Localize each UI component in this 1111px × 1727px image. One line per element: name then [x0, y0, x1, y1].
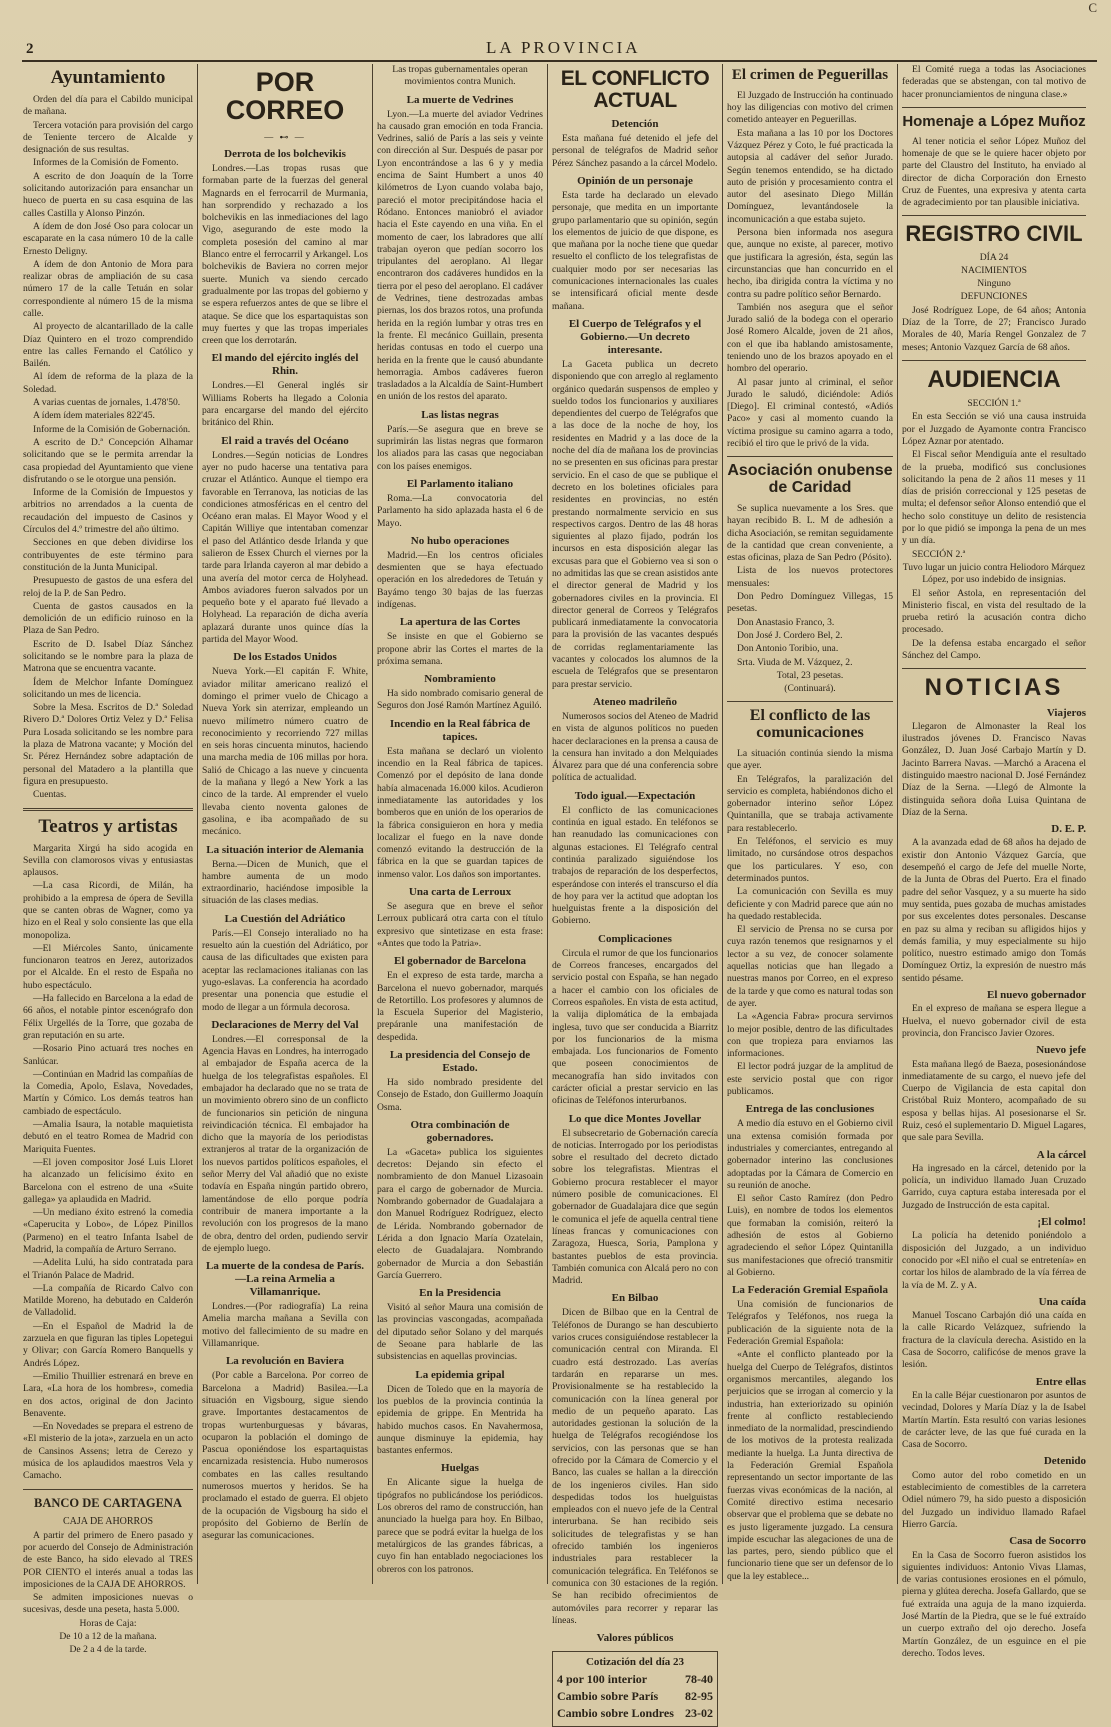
article-text: El conflicto de las comunicaciones continúa en igual estado. En teléfonos se han reanudado las comunicaciones con algunas estaciones. El Telégrafo central continúa paralizado siguiéndose los trabajos de reparación de los desperfectos, esperándose con interés el transcurso el día de hoy para ver la actitud que adoptan los huelguistas frente a la disposición del Gobierno. — [552, 804, 718, 927]
noticia-text: En el expreso de mañana se espera llegue a Huelva, el nuevo gobernador civil de esta provincia, don Francisco Javier Ozores. — [902, 1003, 1086, 1039]
article-text: Se asegura que en breve el señor Lerroux publicará otra carta con el título expresivo que sintetizase en esta frase: «Antes que todo la Patria». — [377, 901, 543, 949]
paragraph: Secciones en que deben dividirse los contribuyentes de este término para constitución de la Junta Municipal. — [23, 537, 193, 573]
column-rule — [722, 64, 723, 1584]
paragraph: Tercera votación para provisión del cargo de Teniente tercero de Alcalde y designación de sus resultas. — [23, 119, 193, 156]
paragraph: La «Agencia Fabra» procura servirnos lo mejor posible, dentro de las dificultades con que tropieza para enviarnos las informaciones. — [727, 1011, 893, 1060]
paragraph: —Un mediano éxito estrenó la comedia «Caperucita y Lobo», de López Pinillos (Parmeno) en el teatro Infanta Isabel de Madrid, la compañía de Arturo Serrano. — [23, 1207, 193, 1255]
paragraph: (Continuará). — [784, 683, 836, 695]
conflicto-body — [727, 748, 893, 1098]
paragraph: Esta mañana a las 10 por los Doctores Vázquez Pérez y Coto, le fué practicada la autopsia al cadáver del señor Jurado. Según tenemos entendido, se ha dictado auto de prisión y procesamiento contra el autor del asesinato Diego Millán Domínguez, levantándosele la incomunicación a que estaba sujeto. — [727, 127, 893, 225]
column-3 — [374, 64, 546, 1584]
article-text: En Alicante sigue la huelga de tipógrafos no publicándose los periódicos. Los obreros del ramo de construcción, han anunciado la huelga para hoy. En Bilbao, parece que se podrá evitar la huelga de los metalúrgicos de las grandes fábricas, a cuyo fin han entablado negociaciones los obreros con los patronos. — [377, 1477, 543, 1575]
article-text: Dicen de Toledo que en la mayoría de los pueblos de la provincia continúa la epidemia de grippe. En Mentrida ha habido muchos casos. En Navahermosa, aunque disminuye la epidemia, hay bastantes enfermos. — [377, 1383, 543, 1457]
noticia-heading: D. E. P. — [1051, 823, 1086, 836]
column-rule — [197, 64, 198, 1584]
paragraph: El servicio de Prensa no se cursa por cuya razón tenemos que resignarnos y el lector a su vez, de conocer solamente aquellas noticias que han llegado a nuestras manos por Correo, en el expreso de la tarde y que como es natural todas son de ayer. — [727, 924, 893, 1009]
article-heading: La muerte de Vedrines — [406, 93, 514, 106]
article-heading: Todo igual.—Expectación — [574, 789, 696, 802]
article-text: Esta mañana fué detenido el jefe del personal de telégrafos de Madrid señor Pérez Sánchez pasando a la cárcel Modelo. — [552, 133, 718, 169]
article-heading: Las listas negras — [421, 408, 499, 421]
paragraph: Cuenta de gastos causados en la demolición de un edificio ruinoso en la Plaza de San Pedro. — [23, 600, 193, 637]
article-text: Numerosos socios del Ateneo de Madrid en vista de algunos políticos no pueden hacer declaraciones en la prensa a causa de la censura han invitado a don Melquiades Álvarez para que dé una conferencia sobre política de actualidad. — [552, 710, 718, 784]
paragraph: SECCIÓN 2.ª — [912, 548, 966, 560]
paper-name: LA PROVINCIA — [485, 38, 641, 57]
noticia-heading: Casa de Socorro — [1009, 1535, 1086, 1548]
article-heading: El gobernador de Barcelona — [394, 955, 526, 968]
noticia-text: En la Casa de Socorro fueron asistidos los siguientes individuos: Antonio Vivas Llamas, de varias contusiones erosiones en el pómulo, pierna y glútea derecha. Josefa Gallardo, que se fué extraída una aguja de la mano izquierda. José Martín de la Piedra, que se le fué extraído un cuerpo extraño del ojo derecho. Josefa Martín González, de un esguince en el pie derecho. Todos leves. — [902, 1549, 1086, 1659]
paragraph: A partir del primero de Enero pasado y por acuerdo del Consejo de Administración de este Banco, ha sido elevado al TRES POR CIENTO el interés anual a todas las imposiciones de la CAJA DE AHORROS. — [23, 1529, 193, 1590]
paragraph: El señor Casto Ramírez (don Pedro Luis), en nombre de todos los elementos que formaban la comisión, reiteró la adhesión de estos al Gobierno agradeciendo el señor López Quintanilla sus manifestaciones que ofreció transmitir al Gobierno. — [727, 1193, 893, 1278]
article-text: Londres.—Las tropas rusas que formaban parte de la fuerzas del general Magnards en el ferrocarril de Murmania, han sorprendido y rechazado a los bolchevikis en las inmediaciones del lago Vigo, asegurando de este modo la completa posesión del camino al mar Blanco entre el ferrocarril y Arkangel. Los bolchevikis de Baviera no corren mejor suerte. Munich va siendo cercado gradualmente por las tropas del gobierno y se espera refuerzos antes de que se libre el ataque. Se dice que los espartaquistas son muy fuertes y que las tropas imperiales creen que los derrotarán. — [202, 162, 368, 347]
article-text: (Por cable a Barcelona. Por correo de Barcelona a Madrid) Basilea.—La situación en Vigsbourg, sigue siendo grave. Importantes destacamentos de tropas wurtenburguesas y bávaras, ocuparon la población el domingo de Pascua oponiéndose los espartaquistas encarnizada resistencia. Hubo numerosos combates en las calles resultando numerosos muertos y heridos. Se ha proclamado el estado de guerra. El objeto de la ocupación de Vigsbourg ha sido el propósito del Gobierno de Berlín de asegurar las comunicaciones. — [202, 1370, 368, 1542]
por-correo-articles — [202, 148, 368, 1543]
paragraph: A medio día estuvo en el Gobierno civil una extensa comisión formada por industriales y comerciantes, entregando al gobernador interino las conclusiones adoptadas por la Cámara de Comercio en su reunión de anoche. — [727, 1118, 893, 1191]
paragraph: El Juzgado de Instrucción ha continuado hoy las diligencias con motivo del crimen cometido anteayer en Peguerillas. — [727, 89, 893, 126]
paragraph: Margarita Xirgú ha sido acogida en Sevilla con clamorosos vivas y entusiastas aplausos. — [23, 842, 193, 879]
noticia-text: Como autor del robo cometido en un establecimiento de comestibles de la carretera Odiel número 79, ha sido puesto a disposición del Juzgado un individuo llamado Rafael Hierro García. — [902, 1469, 1086, 1530]
paragraph: Sobre la Mesa. Escritos de D.ª Soledad Rivero D.ª Dolores Ortiz Velez y D.ª Felisa Pura Losada solicitando se les nombre para la plaza de Matrona vacante; y Moción del Sr. Pérez Hernández sobre adaptación de personal del Matadero a la plantilla que figura en presupuesto. — [23, 702, 193, 787]
quote-row — [557, 1705, 713, 1722]
paragraph: —La casa Ricordi, de Milán, ha prohibido a la empresa de ópera de Sevilla que se canten obras de Wagner, como ya hizo en el Real y solo consiente las que ella monopoliza. — [23, 880, 193, 941]
quotes-title: Cotización del día 23 — [585, 1656, 685, 1669]
paragraph: Al pasar junto al criminal, el señor Jurado le saludó, diciéndole: Adiós [Diego]. El criminal contestó, «Adiós Paco» y casi al momento cuando la víctima prosigue su camino agarra a todo, recibió el tiro que le privó de la vida. — [727, 376, 893, 450]
article-text: La Gaceta publica un decreto disponiendo que con arreglo al reglamento orgánico quedarán suspensos de empleo y sueldo todos los funcionarios y auxiliares dependientes del cuerpo de Telégrafos que a las doce de la noche de hoy, los residentes en Madrid y a las doce de la noche del día de mañana los de provincias no se presenten en sus oficinas para prestar servicio. En el caso de que se publique el decreto en los boletines oficiales para residentes en provincias, no estén prestando normalmente servicio en sus respectivos cargos. Dentro de las 48 horas siguientes al plazo fijado, podrán los incursos en esta disposición alegar las excusas para que el Gobierno vea si son o no admitidas las que se crean asistidos ante el director general de Madrid y los gobernadores civiles en la provincia. El director general de Correos y Telégrafos publicará inmediatamente la convocatoria para la provisión de las vacantes después de corridas reglamentariamente las vacantes y colocados los alumnos de la escuela de Telégrafos que se presentaron para prestar servicio. — [552, 358, 718, 690]
quote-value: 78-40 — [685, 1672, 713, 1687]
article-text: Roma.—La convocatoria del Parlamento ha sido aplazada hasta el 6 de Mayo. — [377, 492, 543, 529]
column-rule — [547, 64, 548, 1584]
federacion-title: La Federación Gremial Española — [732, 1284, 888, 1297]
article-heading: El Parlamento italiano — [406, 477, 514, 490]
por-correo-title: POR CORREO — [225, 67, 345, 126]
ayuntamiento-body — [23, 94, 193, 802]
paragraph: SECCIÓN 1.ª — [967, 398, 1021, 410]
article-text: París.—El Consejo interaliado no ha resuelto aún la cuestión del Adriático, por causa de las dificultades que existen para aceptar las reclamaciones italianas con las yugo-eslavas. La conferencia ha acordado presentar una ponencia que estudie el modo de llegar a un fórmula decorosa. — [202, 927, 368, 1013]
divider — [902, 215, 1086, 216]
article-text: En el expreso de esta tarde, marcha a Barcelona el nuevo gobernador, marqués de Retortillo. Los profesores y alumnos de la Escuela Superior del Magisterio, prepáranle una manifestación de despedida. — [377, 970, 543, 1043]
paragraph: —Emilio Thuillier estrenará en breve en Lara, «La hora de los hombres», comedia en dos actos, original de don Jacinto Benavente. — [23, 1370, 193, 1419]
bank-title: BANCO DE CARTAGENA — [34, 1495, 182, 1510]
article-text: Circula el rumor de que los funcionarios de Correos franceses, encargados del servicio postal con España, se han negado a hacer el cambio con los oficiales de Correos españoles. En vista de esta actitud, la valija diplomática de la embajada inglesa, tuvo que ser conducida a Biarritz por los funcionarios de la misma embajada. Los funcionarios de Fomento que poseen conocimientos de mecanografía han sido invitados con carácter oficial a prestar servicio en las oficinas de Teléfonos interurbanos. — [552, 947, 718, 1107]
bank-body — [23, 1530, 193, 1657]
paragraph: A varias cuentas de jornales, 1.478'50. — [33, 397, 181, 409]
article-text: Lyon.—La muerte del aviador Vedrines ha causado gran emoción en toda Francia. Vedrines, salió de París a las seis y veinte con dirección al Sur. Después de pasar por Lyon encontrándose a las 6 y y media encima de Saint Humbert a unos 40 kilómetros de Lyon cuando volaba bajo, pareció el motor precipitándose hacia el Ródano. Entonces maniobró el aviador hacia el Este cayendo en una viña. En el momento de caer, los labradores que allí trabajan oyeron que pedían socorro los tripulantes del aeroplano. Al llegar encontraron dos cadáveres hundidos en la tierra por el peso del aeroplano. El cadáver de Vedrines, tiene destrozadas ambas piernas, los dos brazos rotos, una profunda herida en la región lumbar y otras tres en la frente. El mecánico Guillain, presenta heridas contusas en todo el cuerpo una herida en la frente que le causó abundante hemorragia. Ambos cadáveres fueron trasladados a la Alcaldía de Saint-Humbert en unión de los restos del aparato. — [377, 108, 543, 403]
column-rule — [897, 64, 898, 1584]
crimen-body — [727, 90, 893, 451]
paragraph: En Teléfonos, el servicio es muy limitado, no cursándose otros despachos que los particulares. Y eso, con determinados puntos. — [727, 836, 893, 884]
article-heading: La apertura de las Cortes — [399, 616, 521, 629]
noticia-heading: El nuevo gobernador — [986, 989, 1086, 1002]
paragraph: Informe de la Comisión de Impuestos y arbitrios no arrendados a la cuenta de recaudación del impuesto de Casinos y Círculos del 4.º trimestre del año último. — [23, 487, 193, 536]
paragraph: Don Pedro Domínguez Villegas, 15 pesetas. — [727, 591, 893, 615]
page-header — [22, 40, 1097, 62]
paragraph: A escrito de don Joaquín de la Torre solicitando autorización para ensanchar un hueco de puerta en su casa esquina de las calles Castilla y Alonso Pinzón. — [23, 170, 193, 219]
paragraph: DEFUNCIONES — [960, 291, 1028, 303]
paragraph: Don Antonio Toribio, una. — [737, 643, 839, 655]
asociacion-body — [727, 503, 893, 695]
article-heading: Una carta de Lerroux — [408, 886, 512, 899]
paragraph: Persona bien informada nos asegura que, aunque no existe, al parecer, motivo que justificara la agresión, ésta, según las circunstancias que han concurrido en el hecho, iba dirigida contra la víctima y no contra su padre político señor Bernardo. — [727, 227, 893, 300]
quote-value: 82-95 — [685, 1689, 713, 1704]
divider — [902, 107, 1086, 108]
article-text: Londres.—El corresponsal de la Agencia Havas en Londres, ha interrogado al embajador de España acerca de la huelga de los telegrafistas españoles. El embajador ha declarado que no se trata de un movimiento obrero sino de un conflicto de funcionarios sin petición de ninguna reivindicación técnica. El embajador ha dicho que la mayoría de los periodistas extranjeros al tratar de la organización de los nuevos partidos políticos españoles, el señor Merry del Val añadió que no existe todavía en España ningún partido obrero, lamentándose de ello porque podría contribuir de manera importante a la revolución con los progresos de la mano de obra, dentro del orden, pudiendo servir de ejemplo luego. — [202, 1033, 368, 1254]
paragraph: El lector podrá juzgar de la amplitud de este servicio postal que con rigor publicamos. — [727, 1061, 893, 1098]
paragraph: José Rodríguez Lope, de 64 años; Antonia Díaz de la Torre, de 27; Francisco Jurado Morales de 40, María Rengel Gonzalez de 7 meses; Antonio Vazquez García de 68 años. — [902, 304, 1086, 353]
paragraph: Informe de la Comisión de Gobernación. — [33, 423, 191, 435]
article-heading: No hubo operaciones — [410, 534, 510, 547]
divider — [23, 808, 193, 811]
paragraph: Ninguno — [977, 278, 1011, 290]
paragraph: DÍA 24 — [979, 251, 1009, 263]
homenaje-title: Homenaje a López Muñoz — [902, 112, 1086, 130]
divider — [23, 1489, 193, 1490]
article-text: París.—Se asegura que en breve se suprimirán las listas negras que formaron los aliados para las casas que negociaban con los países enemigos. — [377, 423, 543, 472]
noticia-heading: Viajeros — [1046, 706, 1086, 719]
column-4 — [549, 64, 721, 1721]
article-heading: La Cuestión del Adriático — [224, 912, 346, 925]
paragraph: —La compañía de Ricardo Calvo con Matilde Moreno, ha debutado en Calderón de Valladolid. — [23, 1282, 193, 1319]
article-text: Nueva York.—El capitán F. White, aviador militar americano realizó el domingo el primer vuelo de Chicago a Nueva York sin aterrizar, empleando un nuevo milímetro número cuatro de reconocimiento y recorriendo 727 millas en seis horas cincuenta minutos, haciendo una marcha media de 106 millas por hora. Salió de Chicago a las nueve y cincuenta de la mañana y llegó a New York a las cinco de la tarde. Al emprender el vuelo llevaba ciento noventa galones de gasolina, e iba acompañado de su mecánico. — [202, 666, 368, 838]
paragraph: Don Anastasio Franco, 3. — [737, 616, 835, 628]
divider — [902, 668, 1086, 669]
paragraph: El Fiscal señor Mendiguía ante el resultado de la prueba, modificó sus conclusiones solicitando la pena de 2 años 11 meses y 11 días de prisión correccional y 125 pesetas de multa; el defensor señor Alonso entendió que el hecho solo constituye un delito de resistencia por lo que pidió se imponga la pena de un mes y un día. — [902, 449, 1086, 547]
column-6 — [899, 64, 1089, 1659]
article-text: Dicen de Bilbao que en la Central de Teléfonos de Durango se han descubierto varios cruces consiguiéndose restablecer la comunicación central con Miranda. El cuadro está destrozado. Las averías tardarán en repararse un mes. Provisionalmente se ha restablecido la comunicación con la línea general por medio de un pequeño aparato. Las autoridades gestionan la solución de la huelga de Telégrafos recogiéndose los servicios, con las personas que se han ofrecido por la Cámara de Comercio y el Banco, las cuales se hallan a la dirección de los ingenieros civiles. Han sido despedidas todos los huelguistas empleados con el nuevo jefe de la Central interurbana. Se han recibido seis solicitudes de telegrafistas y se han ofrecido también los ingenieros industriales para restablecer la comunicación telegráfica. En Teléfonos se comunica con 30 estaciones de la región. Se han recibido ofrecimientos de automóviles para recorrer y reparar las líneas. — [552, 1307, 718, 1626]
column-3-articles — [377, 94, 543, 1576]
conflicto-comunicaciones-title: El conflicto de las comunicaciones — [749, 707, 871, 742]
divider — [727, 456, 893, 457]
article-text: Ha sido nombrado comisario general de Seguros don José Ramón Martínez Aguiló. — [377, 688, 543, 712]
article-heading: La revolución en Baviera — [225, 1355, 345, 1368]
entrega-title: Entrega de las conclusiones — [745, 1103, 875, 1116]
article-heading: Huelgas — [441, 1462, 479, 1475]
paragraph: Don José J. Cordero Bel, 2. — [737, 629, 843, 641]
article-text: Visitó al señor Maura una comisión de las provincias vascongadas, acompañada del diputado señor Solano y del marqués de Seoane para hablarle de las subsistencias en aquellas provincias. — [377, 1302, 543, 1363]
article-text: La «Gaceta» publica los siguientes decretos: Dejando sin efecto el nombramiento de don Manuel Lizasoain para el cargo de gobernador de Murcia. Nombrando gobernador de Guadalajara a don Manuel Rodríguez Rodríguez, electo de Lérida. Nombrando gobernador de Lérida a don Ignacio María Ozatelain, electo de Guadalajara. Nombrando gobernador de Murcia a don Sebastián García Guerrero. — [377, 1146, 543, 1281]
paragraph: —El joven compositor José Luis Lloret ha alcanzado un felicísimo éxito en Barcelona con el estreno de una «Suite gallega» ya aplaudida en Madrid. — [23, 1156, 193, 1205]
ayuntamiento-title: Ayuntamiento — [50, 67, 166, 88]
paragraph: Una comisión de funcionarios de Telégrafos y Teléfonos, nos ruega la publicación de la siguiente nota de la Federación Gremial Española: — [727, 1299, 893, 1348]
noticia-text: La policía ha detenido poniéndolo a disposición del Juzgado, a un individuo conocido por «El niño el cual se entretenía» en cortar los hilos de alambrado de la vía férrea de la vía de M. Z. y A. — [902, 1230, 1086, 1291]
ornament: — ⊷ — — [264, 131, 306, 142]
noticias-title: NOTICIAS — [924, 674, 1064, 702]
homenaje-body — [902, 136, 1086, 210]
page-number: 2 — [26, 41, 34, 57]
paragraph: A ídem de don José Oso para colocar un escaparate en la casa número 10 de la calle Ernesto Deligny. — [23, 220, 193, 257]
article-text: Londres.—El General inglés sir Williams Roberts ha llegado a Colonia para encargarse del mando del ejército británico del Rhin. — [202, 380, 368, 429]
article-text: Londres.—(Por radiografía) La reina Amelia marcha mañana a Sevilla con motivo del fallecimiento de su madre en Villamanrique. — [202, 1301, 368, 1350]
article-heading: En Bilbao — [611, 1292, 659, 1305]
paragraph: Tuvo lugar un juicio contra Heliodoro Márquez López, por uso indebido de insignias. — [902, 561, 1086, 586]
noticia-heading: ¡El colmo! — [1037, 1216, 1086, 1229]
article-text: Esta tarde ha declarado un elevado personaje, que medita en un importante grupo parlamentario que su opinión, según los elementos de juicio de que dispone, es que mañana por la noche tiene que quedar resuelto el conflicto de los telegrafistas de cualquier modo por ser necesarias las comunicaciones internacionales las cuales se intensificará oficial mente desde mañana. — [552, 189, 718, 312]
column-5 — [724, 64, 896, 1584]
asociacion-title: Asociación onubense de Caridad — [727, 462, 893, 497]
paragraph: De 2 a 4 de la tarde. — [69, 1644, 147, 1656]
noticia-heading: Detenido — [1043, 1455, 1086, 1468]
paragraph: —Ha fallecido en Barcelona a la edad de 66 años, el notable pintor escenógrafo don Félix Urgellés de la Torre, que gozaba de gran reputación en su arte. — [23, 993, 193, 1041]
paragraph: «Ante el conflicto planteado por la huelga del Cuerpo de Telégrafos, distintos organismos mercantiles, alegando los perjuicios que se irrogan al comercio y la industria, han exteriorizado su opinión frente al conflicto restableciendo inmediato de la normalidad, prescindiendo de los motivos de la protesta realizada mediante la huelga. La Junta directiva de la Federación Gremial Española representando un sector importante de las fuerzas vivas económicas de la nación, al Comité directivo estima necesario observar que el problema que se debate no es justo ligeramente juzgado. La censura impide escuchar las alegaciones de una de las partes, pero, siendo público que el funcionario tiene que ser un defensor de lo que la ley establece... — [727, 1349, 893, 1582]
article-heading: Lo que dice Montes Jovellar — [568, 1112, 702, 1125]
paragraph: Al tener noticia el señor López Muñoz del homenaje de que se le quiere hacer objeto por parte del Claustro del Instituto, ha enviado al director de dicha Corporación don Ernesto Cruz de Fuentes, una expresiva y atenta carta de agradecimiento por tan plausible iniciativa. — [902, 135, 1086, 209]
paragraph: Cuentas. — [33, 789, 67, 801]
noticia-heading: Una caída — [1038, 1295, 1086, 1308]
article-heading: El raid a través del Océano — [221, 434, 349, 447]
article-heading: El Cuerpo de Telégrafos y el Gobierno.—Un decreto interesante. — [568, 317, 702, 356]
article-heading: La muerte de la condesa de París.—La reina Armelia a Villamanrique. — [206, 1260, 364, 1299]
paragraph: Se admiten imposiciones nuevas o sucesivas, desde una peseta, hasta 5.000. — [23, 1592, 193, 1616]
paragraph: El señor Astola, en representación del Ministerio fiscal, en vista del resultado de la prueba retiró la acusación contra dicho procesado. — [902, 587, 1086, 636]
article-heading: Otra combinación de gobernadores. — [410, 1118, 510, 1144]
teatros-title: Teatros y artistas — [38, 815, 178, 837]
paragraph: Presupuesto de gastos de una esfera del reloj de la P. de San Pedro. — [23, 575, 193, 599]
paragraph: Se suplica nuevamente a los Sres. que hayan recibido B. L. M de adhesión a dicha Asociación, se remitan seguidamente de la cantidad que crean conveniente, a estas oficinas, plaza de San Pedro (Pósito). — [727, 502, 893, 564]
article-text: Se insiste en que el Gobierno se propone abrir las Cortes el martes de la próxima semana. — [377, 631, 543, 667]
paragraph: A ídem ídem materiales 822'45. — [33, 410, 155, 422]
paragraph: —Adelita Lulú, ha sido contratada para el Trianón Palace de Madrid. — [23, 1257, 193, 1281]
article-heading: Complicaciones — [598, 932, 672, 945]
column-1 — [20, 64, 196, 1656]
quote-row — [557, 1688, 713, 1705]
noticia-text: Llegaron de Almonaster la Real los ilustrados jóvenes D. Francisco Navas González, D. Juan José Carbajo Martín y D. Jacinto Barrera Navas. —Marchó a Aracena el distinguido maestro nacional D. José Fernández Díaz de la Serna. —Llegó de Almonte la distinguida señora doña Luisa Quintana de Díaz de la Serna. — [902, 720, 1086, 818]
article-heading: Incendio en la Real fábrica de tapices. — [389, 717, 531, 743]
quotes-box — [552, 1651, 718, 1727]
article-heading: Detención — [611, 118, 659, 131]
paragraph: También nos asegura que el señor Jurado salió de la bodega con el operario José Romero Alcalde, joven de 21 años, con el que iba hablando amistosamente, teniendo uno de los brazos apoyado en el hombro del operario. — [727, 301, 893, 375]
lead-text: Las tropas gubernamentales operan movimientos contra Munich. — [392, 64, 528, 88]
paragraph: —En Novedades se prepara el estreno de «El misterio de la jota», zarzuela en un acto de Cansinos Assens; letra de Cerezo y música de los aplaudidos maestros Vela y Camacho. — [23, 1421, 193, 1482]
paragraph: Srta. Viuda de M. Vázquez, 2. — [737, 656, 853, 668]
paragraph: —Rosario Pino actuará tres noches en Sanlúcar. — [23, 1043, 193, 1067]
article-heading: La situación interior de Alemania — [206, 843, 364, 856]
article-text: Londres.—Según noticias de Londres ayer no pudo hacerse una tentativa para cruzar el Atlántico. Aunque el tiempo era favorable en Terranova, las noticias de las condiciones atmosféricas en el centro del Océano eran malas. El Mayor Wood y el Capitán Williye que intentaban comenzar el paso del Atlántico desde Irlanda y que salieron de Essex Church el viernes por la tarde para Irlanda cayeron al mar debido a una avería del motor cerca de Holyhead. Ambos aviadores fueron salvados por un pequeño bote y el aparato fué llevado a Holyhead. La reparación de dicha avería aplazará durante unos quince días la partida del Mayor Wood. — [202, 449, 368, 646]
article-text: El subsecretario de Gobernación carecía de noticias. Interrogado por los periodistas sobre el resultado del decreto dictado sobre los telegrafistas. Mientras el Gobierno procura restablecer el mayor número posible de comunicaciones. El gobernador de Guadalajara dice que según le comunica el jefe de aquella central tiene líneas francas y comunicaciones con Zaragoza, Huesca, Soria, Pamplona y bastantes pueblos de esta provincia. También comunica con Alcalá pero no con Madrid. — [552, 1127, 718, 1287]
conflicto-actual-title: EL CONFLICTO ACTUAL — [560, 67, 710, 113]
quote-value: 23-02 — [685, 1706, 713, 1721]
corner-mark: C — [1088, 0, 1097, 15]
entrega-body — [727, 1118, 893, 1279]
article-text: Esta mañana se declaró un violento incendio en la Real fábrica de tapices. Comenzó por el depósito de lana donde había almacenada 16.000 kilos. Acudieron inmediatamente las autoridades y los bomberos que en unión de los operarios de la fábrica consiguieron en hora y media localizar el fuego en la nave donde comenzó evitando la destrucción de la fábrica en la que se guardan tapices de inmenso valor. Los daños son importantes. — [377, 745, 543, 880]
article-heading: El mando del ejército inglés del Rhin. — [211, 352, 359, 378]
paragraph: Al proyecto de alcantarillado de la calle Díaz Quintero en el trozo comprendido entre las calles Fernando el Católico y Bailén. — [23, 321, 193, 370]
paragraph: Lista de los nuevos protectores mensuales: — [727, 565, 893, 589]
article-heading: La presidencia del Consejo de Estado. — [389, 1049, 531, 1074]
column-2 — [199, 64, 371, 1584]
article-heading: La epidemia gripal — [415, 1368, 505, 1381]
quote-label: Cambio sobre Londres — [557, 1706, 674, 1721]
article-heading: Declaraciones de Merry del Val — [211, 1018, 359, 1031]
quote-label: Cambio sobre París — [557, 1689, 659, 1704]
paragraph: Informes de la Comisión de Fomento. — [33, 157, 179, 169]
noticia-text: Manuel Toscano Carbajón dió una caída en la calle Ricardo Velázquez, sufriendo la fractura de la clavícula derecha. Asistido en la Casa de Socorro, calificóse de menos grave la lesión. — [902, 1310, 1086, 1371]
paragraph: —Continúan en Madrid las compañías de la Comedia, Apolo, Eslava, Novedades, Martín y Cómico. Los demás teatros han cambiado de espectáculo. — [23, 1068, 193, 1117]
paragraph: —En el Español de Madrid la de zarzuela en que figuran las tiples Lopetegui y Olivar; con García Romero Banquells y Andrés López. — [23, 1320, 193, 1369]
quote-label: 4 por 100 interior — [557, 1672, 648, 1687]
article-text: Berna.—Dicen de Munich, que el hambre aumenta de un modo extraordinario, haciéndose imposible la situación de las clases medias. — [202, 858, 368, 907]
noticia-heading: Entre ellas — [1035, 1375, 1086, 1388]
quotes-list — [557, 1671, 713, 1722]
paragraph: En Telégrafos, la paralización del servicio es completa, habiéndonos dicho el gobernador interino señor López Quintanilla, que se trabaja activamente para restablecerlo. — [727, 773, 893, 834]
article-heading: Derrota de los bolchevikis — [224, 147, 346, 160]
noticia-text: A la avanzada edad de 68 años ha dejado de existir don Antonio Vázquez García, que desempeñó el cargo de Jefe del muelle Norte, de la Junta de Obras del Puerto. Era el finado padre del señor Vasquez, y a su muerte ha sido muy sentida, pues gozaba de muchas amistades por sus excelentes dotes personales. Descanse en paz su alma y reciban su afligidos hijos y demás familia, y muy especialmente su hijo político, nuestro estimado amigo don Tomás Domínguez Ortiz, la expresión de nuestro más sentido pésame. — [902, 837, 1086, 984]
quote-row — [557, 1671, 713, 1688]
registro-civil-title: REGISTRO CIVIL — [905, 221, 1083, 247]
noticia-heading: A la cárcel — [1036, 1148, 1086, 1161]
paragraph: En esta Sección se vió una causa instruida por el Juzgado de Ayamonte contra Francisco López Aznar por atentado. — [902, 411, 1086, 447]
paragraph: A escrito de D.ª Concepción Alhamar solicitando que se le permita arrendar la casa propiedad del Ayuntamiento que viene disfrutando o se le otorgue una pensión. — [23, 436, 193, 485]
paragraph: La comunicación con Sevilla es muy deficiente y con Madrid parece que aún no ha quedado restablecida. — [727, 886, 893, 922]
paragraph: —El Miércoles Santo, únicamente funcionaron teatros en Jerez, autorizados por el Alcalde. En el resto de España no hubo espectáculo. — [23, 942, 193, 991]
article-text: Madrid.—En los centros oficiales desmienten que se haya efectuado operación en los alrededores de Tetuán y Bayámo tengo 30 bajas de las fuerzas indígenas. — [377, 549, 543, 610]
paragraph: Al ídem de reforma de la plaza de la Soledad. — [23, 371, 193, 395]
paragraph: Escrito de D. Isabel Díaz Sánchez solicitando se le nombre para la plaza de Matrona que se encuentra vacante. — [23, 638, 193, 675]
noticia-text: Esta mañana llegó de Baeza, posesionándose inmediatamente de su cargo, el nuevo jefe del Cuerpo de Vigilancia de esta capital don Cristóbal Ruiz Montero, acompañado de su esposa y bellas hijas. Al posesionarse el Sr. Ruiz, cesó el suplementario D. Miguel Lagares, que sale para Sevilla. — [902, 1058, 1086, 1144]
article-heading: En la Presidencia — [419, 1287, 501, 1300]
paragraph: De 10 a 12 de la mañana. — [59, 1631, 157, 1643]
article-heading: Opinión de un personaje — [577, 174, 693, 187]
audiencia-title: AUDIENCIA — [927, 365, 1061, 393]
paragraph: Horas de Caja: — [79, 1617, 137, 1629]
comite-intro: El Comité ruega a todas las Asociaciones federadas que se abstengan, con tal motivo de hacer pronunciamientos de ninguna clase.» — [902, 64, 1086, 100]
conflicto-articles — [552, 118, 718, 1645]
teatros-body — [23, 843, 193, 1483]
audiencia-body — [902, 398, 1086, 662]
paragraph: La situación continúa siendo la misma que ayer. — [727, 748, 893, 772]
noticia-heading: Nuevo jefe — [1036, 1044, 1086, 1057]
divider — [727, 701, 893, 702]
article-heading: Nombramiento — [424, 673, 496, 686]
crimen-title: El crimen de Peguerillas — [731, 67, 889, 83]
divider — [902, 360, 1086, 361]
article-text: Ha sido nombrado presidente del Consejo de Estado, don Guillermo Joaquín Osma. — [377, 1077, 543, 1113]
column-rule — [372, 64, 373, 1584]
paragraph: NACIMIENTOS — [961, 264, 1027, 276]
paragraph: Ídem de Melchor Infante Domínguez solicitando un mes de licencia. — [23, 676, 193, 700]
paragraph: Orden del día para el Cabildo municipal de mañana. — [23, 93, 193, 118]
paragraph: Total, 23 pesetas. — [776, 669, 844, 681]
paragraph: —Amalia Isaura, la notable maquietista debutó en el teatro Romea de Madrid con Mariquita Fuentes. — [23, 1119, 193, 1155]
article-heading: Valores públicos — [596, 1632, 674, 1645]
noticia-text: Ha ingresado en la cárcel, detenido por la policía, un individuo llamado Juan Cruzado Garrido, cuya captura estaba interesada por el Juzgado de Instrucción de esta capital. — [902, 1162, 1086, 1211]
article-heading: Ateneo madrileño — [592, 695, 677, 708]
paragraph: De la defensa estaba encargado el señor Sánchez del Campo. — [902, 637, 1086, 662]
noticia-text: En la calle Béjar cuestionaron por asuntos de vecindad, Dolores y María Díaz y la de Isabel Martín Martín. Esta resultó con varias lesiones de carácter leve, de las que fué curada en la Casa de Socorro. — [902, 1389, 1086, 1451]
registro-body — [902, 252, 1086, 354]
watermark-logo — [800, 1510, 1060, 1580]
bank-subtitle: CAJA DE AHORROS — [62, 1515, 154, 1527]
article-heading: De los Estados Unidos — [233, 651, 337, 664]
paragraph: A ídem de don Antonio de Mora para realizar obras de ampliación de su casa número 17 de la calle Tetuán en solar correspondiente al número 15 de la misma calle. — [23, 258, 193, 319]
